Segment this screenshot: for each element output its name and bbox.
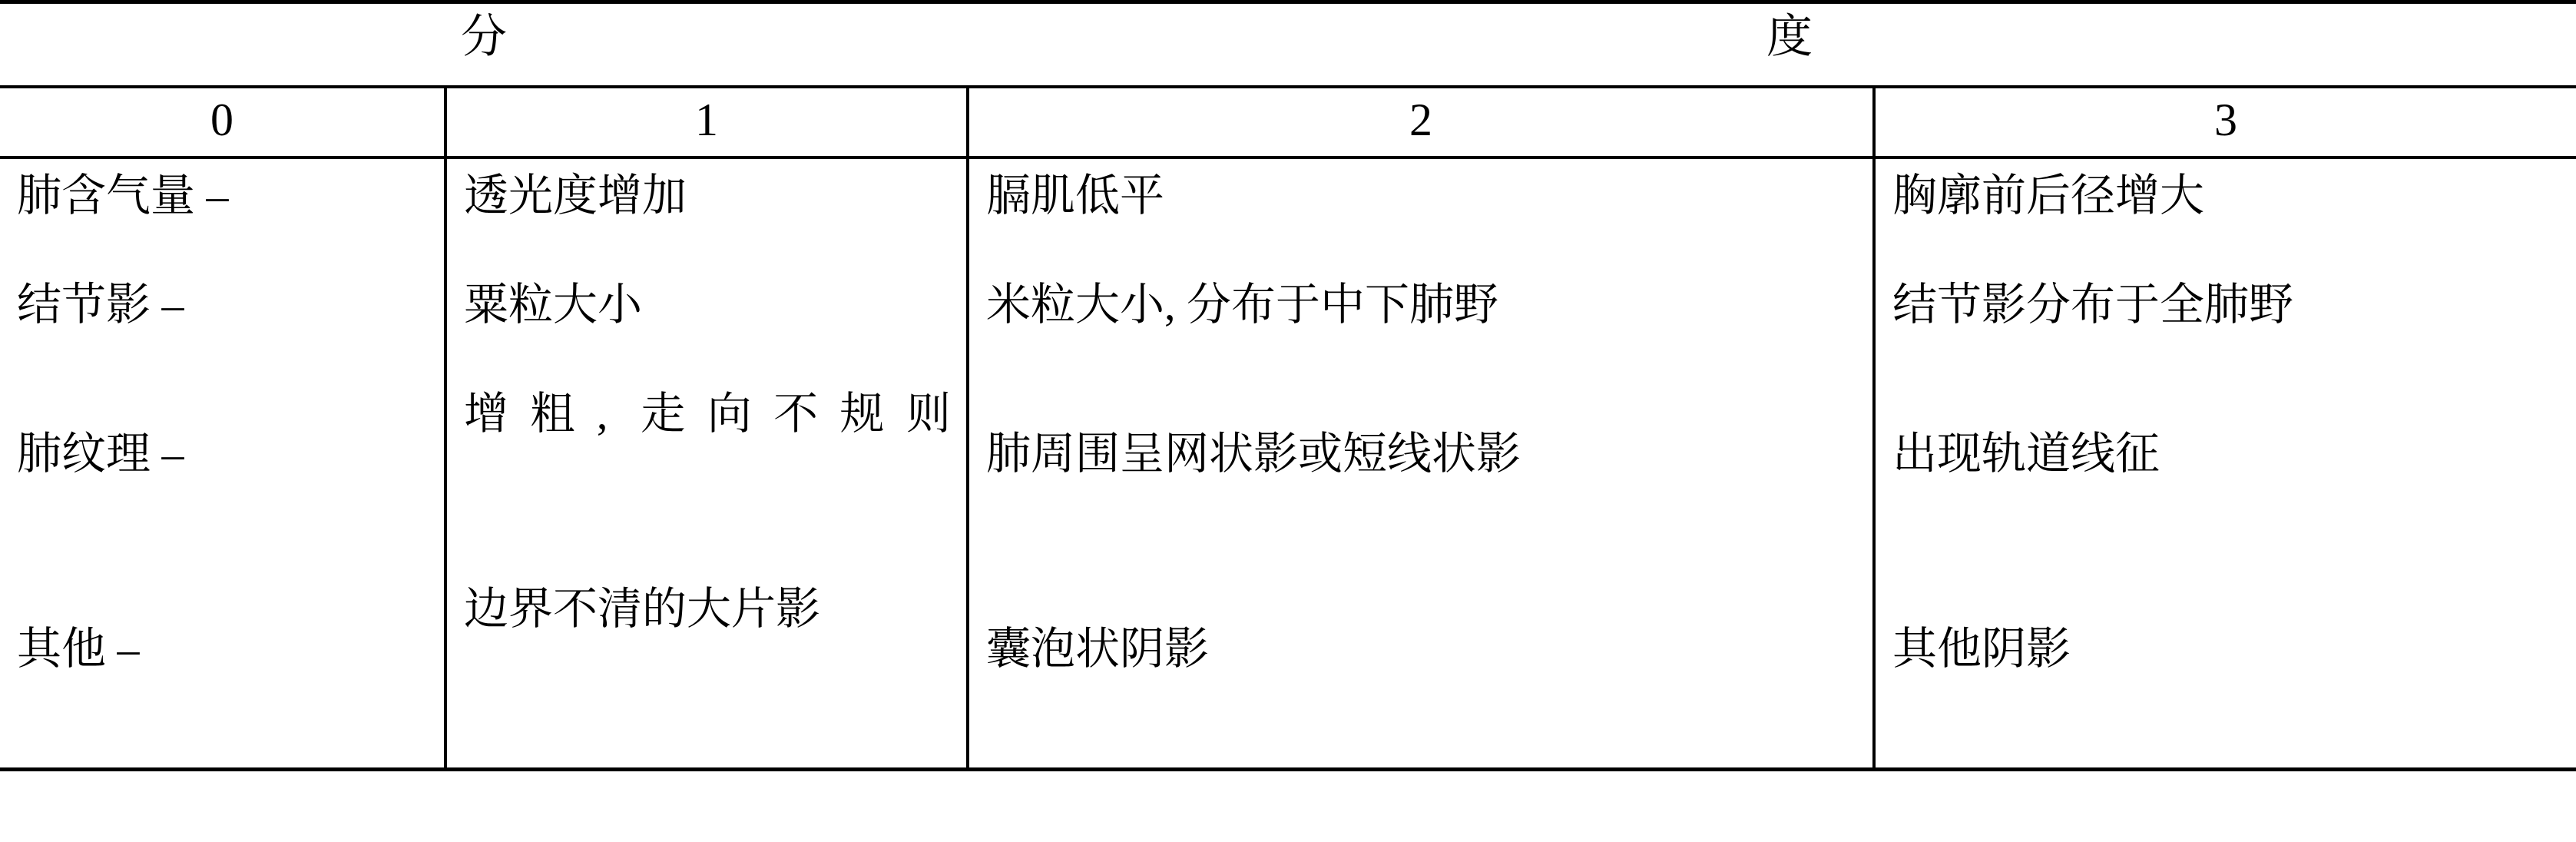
table-title-cell (0, 2, 2576, 88)
row-3-grade-3-text: 其他阴影 (1892, 624, 2071, 674)
row-3-grade-1: 边界不清的大片影 (445, 572, 968, 770)
row-3-grade-3 (1874, 572, 2576, 770)
row-2-grade-2 (968, 377, 1874, 572)
row-label-lung-air: 肺含气量 – (0, 157, 445, 268)
column-header-3: 3 (1874, 87, 2576, 157)
column-header-0: 0 (0, 87, 445, 157)
row-3-grade-2 (968, 572, 1874, 770)
row-2-grade-2-text: 肺周围呈网状影或短线状影 (986, 429, 1521, 479)
row-3-grade-2-text: 囊泡状阴影 (986, 624, 1210, 674)
column-header-1: 1 (445, 87, 968, 157)
table-row (0, 157, 2576, 268)
table-row (0, 268, 2576, 377)
row-2-grade-3-text: 出现轨道线征 (1892, 429, 2160, 479)
row-3-label-text: 其他 – (17, 624, 140, 674)
row-label-nodule-shadow: 结节影 – (0, 268, 445, 377)
table-title-row (0, 2, 2576, 88)
row-0-grade-2: 膈肌低平 (968, 157, 1874, 268)
row-1-grade-2: 米粒大小, 分布于中下肺野 (968, 268, 1874, 377)
row-2-grade-3 (1874, 377, 2576, 572)
row-label-lung-markings (0, 377, 445, 572)
row-0-grade-1: 透光度增加 (445, 157, 968, 268)
row-2-label-text: 肺纹理 – (17, 429, 184, 479)
title-part-fen: 分 (461, 12, 507, 62)
row-label-other (0, 572, 445, 770)
row-0-grade-3: 胸廓前后径增大 (1874, 157, 2576, 268)
row-1-grade-1: 粟粒大小 (445, 268, 968, 377)
title-part-du: 度 (1766, 12, 1813, 62)
row-2-grade-1: 增粗, 走向不规则 (445, 377, 968, 572)
table-row (0, 572, 2576, 770)
column-header-2: 2 (968, 87, 1874, 157)
table-row (0, 377, 2576, 572)
column-header-row (0, 87, 2576, 157)
row-1-grade-3: 结节影分布于全肺野 (1874, 268, 2576, 377)
